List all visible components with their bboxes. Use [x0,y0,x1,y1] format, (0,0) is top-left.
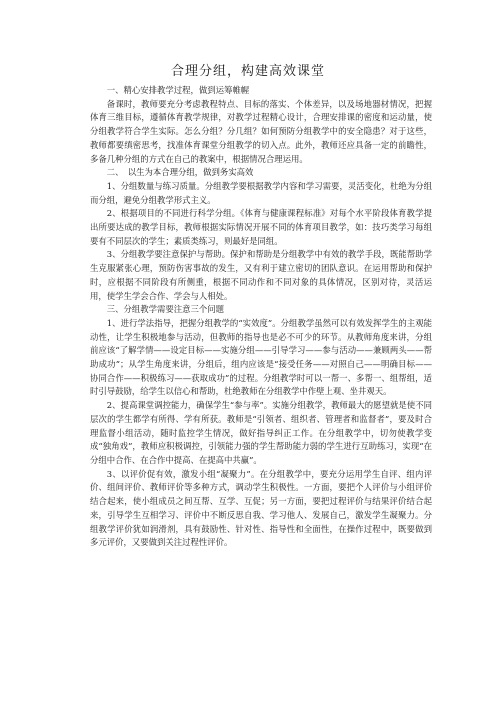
paragraph: 3、以评价促有效，激发小组“凝聚力”。在分组教学中，要充分运用学生自评、组内评价、组间评价、教师评价等多种方式，调动学生积极性。一方面，要把个人评价与小组评价结合起来，使小组成员之间互帮、互学、互促；另一方面，要把过程评价与结果评价结合起来，引导学生互相学习、评价中不断反思自我、学习他人、发展自己，激发学生凝聚力。分组教学评价犹如润滑剂，具有鼓励性、针对性、指导性和全面性，在操作过程中，既要做到多元评价，又要做到关注过程性评价。 [90,468,432,548]
paragraph: 1、进行学法指导，把握分组教学的“实效度”。分组教学虽然可以有效发挥学生的主观能动性，让学生积极地参与活动，但教师的指导也是必不可少的环节。从教师角度来讲，分组前应该“了解学情——设定目标——实施分组——引导学习——参与活动——兼顾两头——帮助成功”；从学生角度来讲，分组后，组内应该是“接受任务——对照自己——明确目标——协同合作——积极练习——获取成功”的过程。分组教学时可以一帮一、多帮一、组帮组，适时引导鼓励，给学生以信心和帮助，杜绝教师在分组教学中作壁上观、坐井观天。 [90,317,432,397]
paragraph: 2、根据项目的不同进行科学分组。《体育与健康课程标准》对每个水平阶段体育教学提出所要达成的教学目标，教师根据实际情况开展不同的体育项目教学，如：技巧类学习每组要有不同层次的学生；素质类练习，则最好是同组。 [90,208,432,246]
section-heading-1: 一、精心安排教学过程，做到运筹帷幄 [106,85,250,95]
section-heading-3: 三、分组教学需要注意三个问题 [106,304,225,315]
document-body [90,84,432,550]
paragraph: 2、提高课堂调控能力，确保学生“参与率”。实施分组教学，教师最大的愿望就是使不同层次的学生都学有所得、学有所获。教师是“引领者、组织者、管理者和监督者”，要及时合理监督小组活动，随时监控学生情况，做好指导纠正工作。在分组教学中，切勿使教学变成“独角戏”，教师应积极调控，引领能力强的学生帮助能力弱的学生进行互助练习，实现“在分组中合作、在合作中提高、在提高中共赢”。 [90,400,432,465]
document-title: 合理分组，构建高效课堂 [170,64,325,79]
paragraph: 1、分组数量与练习质量。分组教学要根据教学内容和学习需要，灵活变化，杜绝为分组而分组，避免分组教学形式主义。 [90,180,432,205]
section-heading-2: 二、 以生为本合理分组，做到务实高效 [106,167,254,178]
paragraph: 备课时，教师要充分考虑教程特点、目标的落实、个体差异，以及场地器材情况，把握体育三维目标，遵循体育教学规律，对教学过程精心设计，合理安排课的密度和运动量，使分组教学符合学生实际。怎么分组？分几组？如何预防分组教学中的安全隐患？对于这些，教师都要缜密思考，找准体育课堂分组教学的切入点。此外，教师还应具备一定的前瞻性，多备几种分组的方式在自己的教案中，根据情况合理运用。 [90,98,432,164]
paragraph: 3、分组教学要注意保护与帮助。保护和帮助是分组教学中有效的教学手段，既能帮助学生克服紧张心理，预防伤害事故的发生，又有利于建立密切的团队意识。在运用帮助和保护时，应根据不同阶段有所侧重，根据不同动作和不同对象的具体情况，区别对待，灵活运用，使学生学会合作、学会与人相处。 [90,249,432,301]
